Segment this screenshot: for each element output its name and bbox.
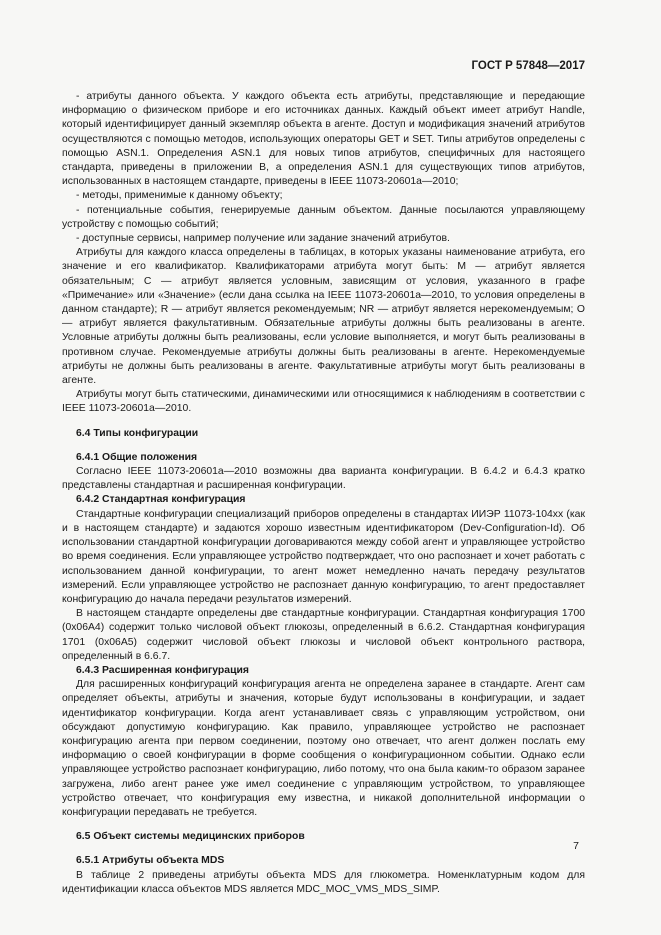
paragraph-events: - потенциальные события, генерируемые данным объектом. Данные посылаются управляющему устройству с помощью событий; [62, 204, 585, 230]
page-number: 7 [573, 840, 579, 852]
page-body [62, 90, 585, 897]
section-heading-6-5: 6.5 Объект системы медицинских приборов [76, 831, 305, 843]
paragraph-6-4-1: Согласно IEEE 11073-20601a—2010 возможны два варианта конфигурации. В 6.4.2 и 6.4.3 кратко представлены стандартная и расширенная конфигурации. [62, 466, 585, 492]
paragraph-6-4-2-b: В настоящем стандарте определены две стандартные конфигурации. Стандартная конфигурация 1700 (0x06A4) содержит только числовой объект глюкозы, определенный в 6.6.2. Стандартная конфигурация 1701 (0x06A5) содержит числовой объект глюкозы и числовой объект контрольного раствора, определенный в 6.6.7. [62, 608, 585, 662]
paragraph-6-5-1: В таблице 2 приведены атрибуты объекта MDS для глюкометра. Номенклатурным кодом для идентификации класса объектов MDS является MDC_MOC_VMS_MDS_SIMP. [62, 869, 585, 895]
section-heading-6-5-1: 6.5.1 Атрибуты объекта MDS [76, 855, 225, 867]
paragraph-services: - доступные сервисы, например получение или задание значений атрибутов. [76, 233, 450, 245]
paragraph-methods: - методы, применимые к данному объекту; [76, 190, 283, 202]
section-heading-6-4-1: 6.4.1 Общие положения [76, 451, 198, 463]
standard-id-header: ГОСТ Р 57848—2017 [471, 60, 585, 72]
paragraph-attribute-kinds: Атрибуты могут быть статическими, динамическими или относящимися к наблюдениям в соответствии с IEEE 11073-20601a—2010. [62, 389, 585, 415]
paragraph-6-4-3: Для расширенных конфигураций конфигурация агента не определена заранее в стандарте. Агент сам определяет объекты, атрибуты и значения, которые будут использованы в конфигурации, и задает идентификатор конфигурации. Когда агент устанавливает связь с управляющим устройством, они обсуждают допустимую конфигурацию. Как правило, управляющее устройство не распознает конфигурацию агента при первом соединении, поэтому оно отвечает, что агент должен послать ему информацию о своей конфигурации в форме сообщения о конфигурационном событии. Однако если управляющее устройство распознает конфигурацию, либо потому, что она была каким-то образом заранее загружена, либо агент ранее уже имел соединение с управляющим устройством, то управляющее устройство отвечает, что конфигурация ему известна, и никакой дополнительной информации о конфигурации передавать не требуется. [62, 679, 585, 818]
paragraph-attributes: - атрибуты данного объекта. У каждого объекта есть атрибуты, представляющие и передающие информацию о физическом приборе и его источниках данных. Каждый объект имеет атрибут Handle, который идентифицирует данный экземпляр объекта в агенте. Доступ и модификация значений атрибутов осуществляются с помощью методов, использующих операторы GET и SET. Типы атрибутов определены с помощью ASN.1. Определения ASN.1 для новых типов атрибутов, специфичных для настоящего стандарта, приведены в приложении В, а определения ASN.1 для существующих типов атрибутов, использованных в настоящем стандарте, приведены в IEEE 11073-20601a—2010; [62, 91, 585, 188]
section-heading-6-4-2: 6.4.2 Стандартная конфигурация [76, 494, 246, 506]
paragraph-qualifiers: Атрибуты для каждого класса определены в таблицах, в которых указаны наименование атрибута, его значение и его квалификатор. Квалификаторами атрибута могут быть: М — атрибут является обязательным; С — атрибут является условным, зависящим от условия, указанного в графе «Примечание» или «Значение» (если дана ссылка на IEEE 11073-20601а—2010, то условия определены в данном стандарте); R — атрибут является рекомендуемым; NR — атрибут является нерекомендуемым; О — атрибут является факультативным. Обязательные атрибуты должны быть реализованы в агенте. Условные атрибуты должны быть реализованы, если условие выполняется, и могут быть реализованы в противном случае. Рекомендуемые атрибуты должны быть реализованы в агенте. Нерекомендуемые атрибуты не должны быть реализованы в агенте. Факультативные атрибуты могут быть реализованы в агенте. [62, 247, 585, 387]
section-heading-6-4-3: 6.4.3 Расширенная конфигурация [76, 664, 249, 676]
section-heading-6-4: 6.4 Типы конфигурации [76, 427, 199, 439]
paragraph-6-4-2-a: Стандартные конфигурации специализаций приборов определены в стандартах ИИЭР 11073-104хх (как и в настоящем стандарте) и задаются хорошо известным идентификатором (Dev-Configuration-Id). Об использовании стандартной конфигурации договариваются между собой агент и управляющее устройство во время соединения. Если управляющее устройство подтверждает, что оно распознает и хочет работать с использованием данной конфигурации, то агент может немедленно начать передачу результатов измерений. Если управляющее устройство не распознает данную конфигурацию, то агент предоставляет конфигурацию до начала передачи результатов измерений. [62, 508, 585, 605]
